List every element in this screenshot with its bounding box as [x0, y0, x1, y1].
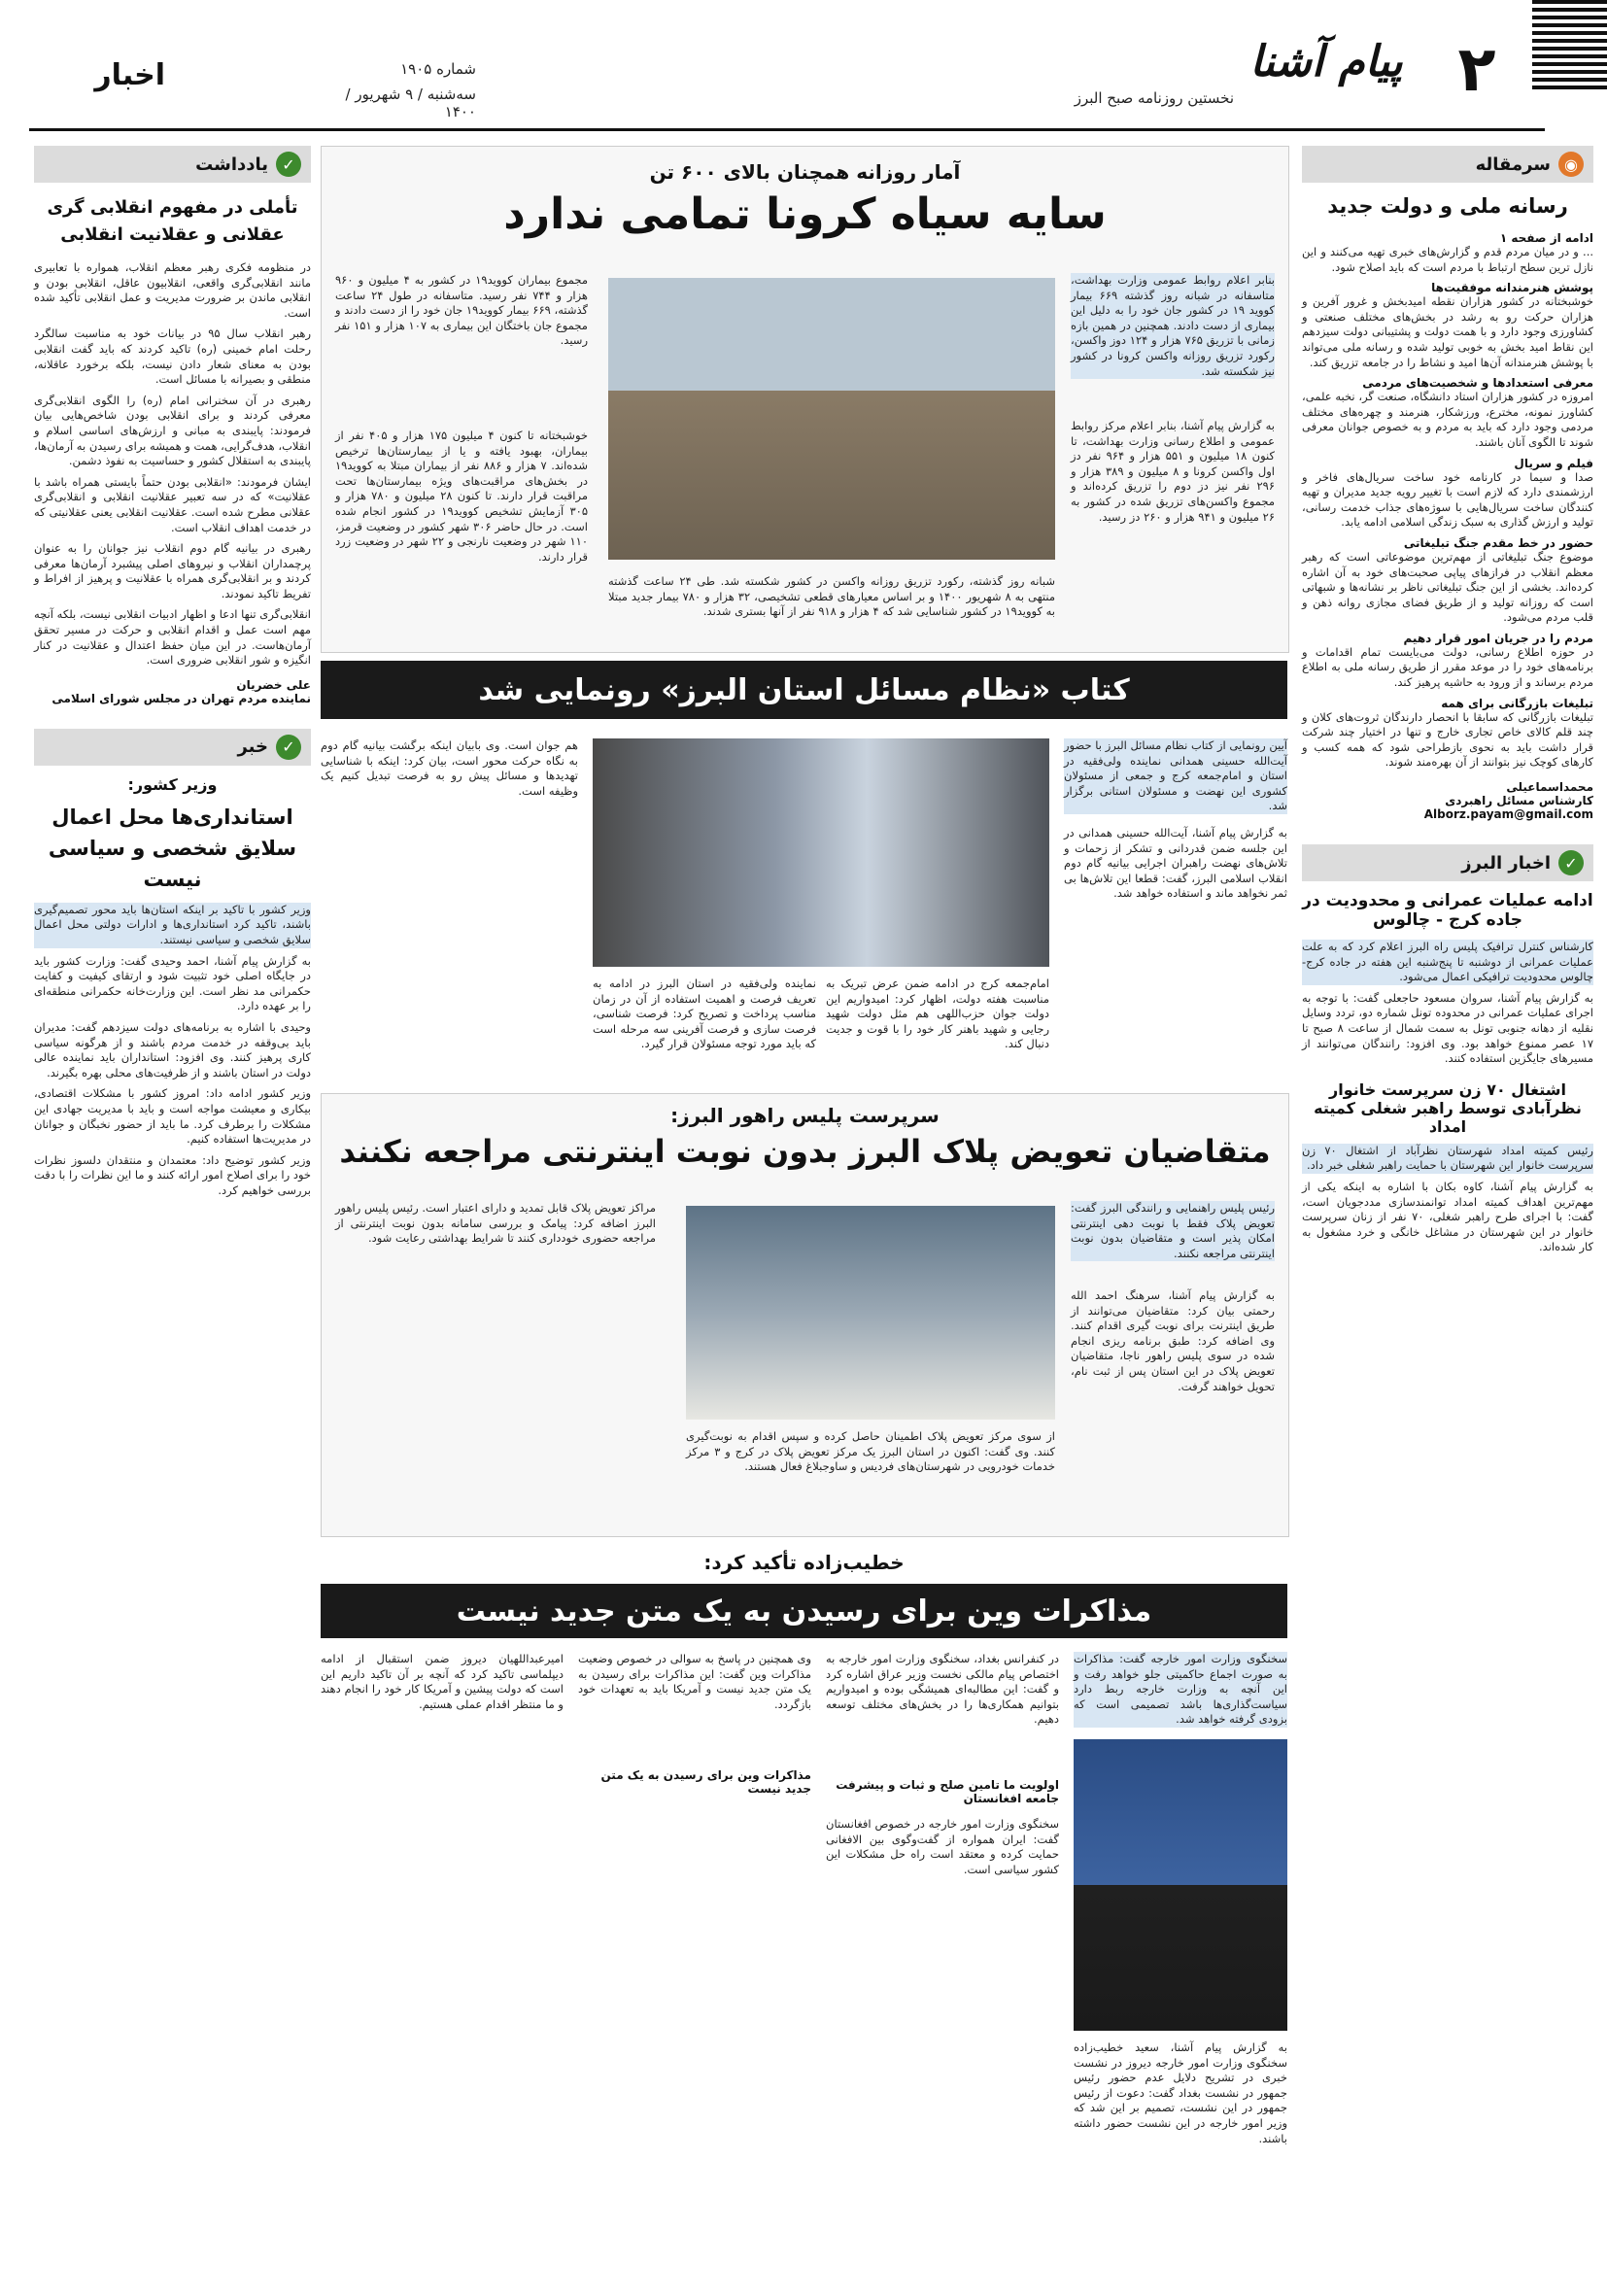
paragraph: امروزه در کشور هزاران استاد دانشگاه، صنعت گر، نخبه علمی، کشاورز نمونه، مخترع، ورزشکار، هنرمند و چهره‌های مختلف مردمی وجود دارد که باید به مردم و به خصوص جوانان معرفی شوند تا الگوی آنان باشند.: [1302, 390, 1593, 449]
story-paragraph: از سوی مرکز تعویض پلاک اطمینان حاصل کرده و سپس اقدام به نوبت‌گیری کنند. وی گفت: اکنون در استان البرز یک مرکز تعویض پلاک در کرج و ۳ مرکز خدمات خودرویی در شهرستان‌های فردیس و ساوجبلاغ فعال هستند.: [686, 1429, 1055, 1474]
story-lead: بنابر اعلام روابط عمومی وزارت بهداشت، متاسفانه در شبانه روز گذشته ۶۶۹ بیمار کووید ۱۹ در کشور جان خود را به دلیل این بیماری از دست دادند. همچنین در همین بازه زمانی با تزریق ۷۶۵ هزار و ۱۲۴ دوز واکسن، رکورد تزریق روزانه واکسن کرونا در کشور نیز شکسته شد.: [1071, 273, 1275, 378]
covid-story: [321, 146, 1289, 653]
story-lead: آیین رونمایی از کتاب نظام مسائل البرز با حضور آیت‌الله حسینی همدانی نماینده ولی‌فقیه در استان و امام‌جمعه کرج و جمعی از مسئولان کشوری این نهضت و مسئولان استانی برگزار شد.: [1064, 738, 1287, 813]
subheading: مردم را در جریان امور قرار دهیم: [1403, 631, 1593, 645]
news-title: استانداری‌ها محل اعمال سلایق شخصی و سیاسی نیست: [48, 805, 297, 891]
cemetery-photo: [608, 278, 1055, 560]
plate-story: [321, 1093, 1289, 1537]
story-paragraph: به گزارش پیام آشنا، آیت‌الله حسینی همدانی در این جلسه ضمن قدردانی و تشکر از زحمات و تلاش‌های نهضت راهبران اجرایی بیانیه گام دوم انقلاب اسلامی البرز، گفت: قطعا این تلاش‌ها بی ثمر نخواهد ماند و استفاده خواهد شد.: [1064, 826, 1287, 901]
author-email[interactable]: Alborz.payam@gmail.com: [1423, 807, 1593, 822]
subheading: پوشش هنرمندانه موفقیت‌ها: [1431, 281, 1593, 295]
news-header: [34, 729, 311, 766]
paragraph: رهبر انقلاب سال ۹۵ در بیانات خود به مناسبت سالگرد رحلت امام خمینی (ره) تاکید کردند که باید گفت انقلابی بودن به معنای شعار دادن نیست، بلکه برخورد عاقلانه، منطقی و بصیرانه با مسائل است.: [34, 326, 312, 387]
section-title: یادداشت: [195, 154, 268, 175]
newspaper-logo: پیام آشنا: [1249, 37, 1403, 86]
subheading: حضور در خط مقدم جنگ تبلیغاتی: [1403, 535, 1593, 550]
story-paragraph: وی همچنین در پاسخ به سوالی در خصوص وضعیت مذاکرات وین گفت: این مذاکرات برای رسیدن به یک متن جدید نیست و آمریکا باید به تعهدات خود بازگردد.: [578, 1652, 811, 1711]
story-headline: سایه سیاه کرونا تمامی ندارد: [503, 189, 1107, 239]
subheading: اولویت ما تامین صلح و ثبات و پیشرفت جامعه افغانستان: [836, 1778, 1059, 1805]
issue-date: سه‌شنبه / ۹ شهریور / ۱۴۰۰: [345, 86, 476, 120]
paragraph: رهبری در آن سخنرانی امام (ره) را الگوی انقلابی‌گری معرفی کردند و برای انقلابی بودن شاخص‌هایی بیان فرمودند: پایبندی به مبانی و ارزش‌های اساسی اسلام و انقلاب، هدف‌گرایی، همت و همیشه برای رسیدن به آرمان‌ها، پایبندی به استقلال کشور و حساسیت به نفوذ دشمن.: [34, 393, 311, 468]
note-header: [34, 146, 311, 183]
author-role: نماینده مردم تهران در مجلس شورای اسلامی: [51, 691, 311, 705]
news-lead: وزیر کشور با تاکید بر اینکه استان‌ها باید محور تصمیم‌گیری باشند، تاکید کرد استانداری‌ها و ادارات دولتی محل اعمال سلایق شخصی و سیاسی نیستند.: [34, 902, 311, 947]
paragraph: موضوع جنگ تبلیغاتی از مهم‌ترین موضوعاتی است که رهبر معظم انقلاب در فراز‌های پیاپی صحبت‌های خود به آن اشاره کرده‌اند. بخشی از این جنگ تبلیغاتی ناظر بر نشانه‌ها و شبهاتی است که روزانه تولید و از طریق فضای مجازی روانه ذهن و قلب مردم می‌شود.: [1302, 549, 1593, 625]
story-paragraph: امام‌جمعه کرج در ادامه ضمن عرض تبریک به مناسبت هفته دولت، اظهار کرد: امیدواریم این دولت جوان حزب‌اللهی هم مثل دولت شهید رجایی و شهید باهنر کار خود را با قوت و جدیت دنبال کند.: [826, 977, 1049, 1051]
subheading: ادامه از صفحه ۱: [1499, 231, 1593, 245]
book-story: [321, 661, 1287, 1079]
section-title: سرمقاله: [1475, 154, 1551, 175]
story-lead: سخنگوی وزارت امور خارجه گفت: مذاکرات به صورت اجماع حاکمیتی جلو خواهد رفت و این آنچه به وزارت خارجه ربط دارد سیاست‌گذاری‌ها باشد تصمیمی است که بزودی گرفته خواهد شد.: [1074, 1652, 1287, 1727]
check-icon: ✓: [276, 152, 301, 177]
target-icon: ◉: [1558, 152, 1584, 177]
story-paragraph: شبانه روز گذشته، رکورد تزریق روزانه واکسن در کشور شکسته شد. طی ۲۴ ساعت گذشته منتهی به ۸ شهریور ۱۴۰۰ و بر اساس معیارهای قطعی تشخیصی، ۳۲ هزار و ۷۸۰ بیمار جدید مبتلا به کووید۱۹ در کشور شناسایی شد که ۴ هزار و ۹۱۸ نفر از آنها بستری شدند.: [608, 574, 1056, 619]
story-kicker: خطیب‌زاده تأکید کرد:: [703, 1551, 905, 1574]
news-body: به گزارش پیام آشنا، سروان مسعود حاجعلی گفت: با توجه به اجرای عملیات عمرانی در محدوده تونل شماره دو، تردد وسایل نقلیه از دهانه جنوبی تونل به سمت شمال از ساعت ۸ صبح تا ۱۷ عصر ممنوع خواهد بود. وی افزود: رانندگان می‌توانند از مسیرهای جایگزین استفاده کنند.: [1302, 990, 1593, 1066]
subheading: تبلیغات بازرگانی برای همه: [1441, 696, 1593, 710]
book-unveiling-photo: [593, 738, 1049, 967]
story-paragraph: به گزارش پیام آشنا، سرهنگ احمد الله رحمتی بیان کرد: متقاضیان می‌توانند از طریق اینترنت برای نوبت گیری اقدام کنند. وی اضافه کرد: طبق برنامه ریزی انجام شده در سوی پلیس راهور ناجا، متقاضیان تعویض پلاک در این استان پس از ثبت نام، تحویل خواهند گرفت.: [1071, 1288, 1275, 1393]
story-paragraph: مجموع بیماران کووید۱۹ در کشور به ۴ میلیون و ۹۶۰ هزار و ۷۴۴ نفر رسید. متاسفانه در طول ۲۴ ساعت گذشته، ۶۶۹ بیمار کووید۱۹ جان خود را از دست دادند و مجموع جان باختگان این بیماری به ۱۰۷ هزار و ۱۵۱ نفر رسید.: [335, 273, 589, 348]
story-paragraph: سخنگوی وزارت امور خارجه در خصوص افغانستان گفت: ایران همواره از گفت‌وگوی بین الافغانی حمایت کرده و معتقد است راه حل مشکلات این کشور سیاسی است.: [826, 1817, 1059, 1876]
paragraph: وحیدی با اشاره به برنامه‌های دولت سیزدهم گفت: مدیران باید بی‌وقفه در خدمت مردم باشند و از هرگونه سیاسی کاری پرهیز کنند. وی افزود: استانداران باید نماینده عالی دولت در استان باشند و از ظرفیت‌های محلی بهره بگیرند.: [34, 1020, 311, 1079]
issue-number: شماره ۱۹۰۵: [400, 60, 476, 78]
paragraph: در منظومه فکری رهبر معظم انقلاب، همواره با تعابیری مانند انقلابی‌گری واقعی، انقلابیون عاقل، انقلابی بودن و انقلابی ماندن بر ضرورت مدیریت و عمل انقلابی تأکید شده است.: [34, 260, 311, 320]
section-title: خبر: [237, 737, 268, 758]
editorial-title: رسانه ملی و دولت جدید: [1327, 194, 1568, 218]
story-headline: مذاکرات وین برای رسیدن به یک متن جدید نیست: [321, 1584, 1287, 1638]
tagline: نخستین روزنامه صبح البرز: [1074, 89, 1234, 107]
paragraph: ... و در میان مردم قدم و گزارش‌های خبری تهیه می‌کنند و این نازل ترین سطح ارتباط با مردم است که باید اصلاح شود.: [1302, 245, 1593, 274]
paragraph: به گزارش پیام آشنا، احمد وحیدی گفت: وزارت کشور باید در جایگاه اصلی خود تثبیت شود و ارتقای کیفیت و کفایت حکمرانی مد نظر است. این وزارت‌خانه حکمرانی منطقه‌ای را بر عهده دارد.: [34, 953, 311, 1013]
spokesman-photo: [1074, 1739, 1287, 2031]
alborz-news-header: [1302, 844, 1593, 881]
story-paragraph: امیرعبداللهیان دیروز ضمن استقبال از ادامه دیپلماسی تاکید کرد که آنچه بر آن تاکید داریم این است که دولت پیشین و آمریکا کار خود را انجام دهند و ما منتظر اقدام عملی هستیم.: [321, 1652, 564, 1711]
story-paragraph: به گزارش پیام آشنا، سعید خطیب‌زاده سخنگوی وزارت امور خارجه دیروز در نشست خبری در تشریح دلایل عدم حضور رئیس جمهور در نشست بغداد گفت: دعوت از رئیس جمهور در این نشست، تصمیم بر این شد که وزیر امور خارجه در این نشست حضور داشته باشند.: [1074, 2040, 1287, 2145]
story-lead: رئیس پلیس راهنمایی و رانندگی البرز گفت: تعویض پلاک فقط با نوبت دهی اینترنتی امکان پذیر است و متقاضیان بدون نوبت اینترنتی مراجعه نکنند.: [1071, 1201, 1275, 1260]
story-paragraph: مراکز تعویض پلاک قابل تمدید و دارای اعتبار است. رئیس پلیس راهور البرز اضافه کرد: پیامک و بررسی سامانه بدون نوبت اینترنتی از مراجعه حضوری خودداری کنند تا شرایط بهداشتی رعایت شود.: [335, 1201, 656, 1246]
subheading: معرفی استعدادها و شخصیت‌های مردمی: [1362, 376, 1593, 391]
subheading: مذاکرات وین برای رسیدن به یک متن جدید نیست: [600, 1768, 811, 1796]
paragraph: وزیر کشور ادامه داد: امروز کشور با مشکلات اقتصادی، بیکاری و معیشت مواجه است و باید با مدیریت جهادی این مشکلات را برطرف کرد. ما باید از حضور نخبگان و جوانان در مدیریت‌ها استفاده کنیم.: [34, 1086, 311, 1147]
paragraph: رهبری در بیانیه گام دوم انقلاب نیز جوانان را به عنوان پرچمداران انقلاب و نیروهای اصلی پیشبرد آرمان‌ها معرفی کردند و بر انقلابی‌گری همراه با عقلانیت و پرهیز از افراط و تفریط تاکید نمودند.: [34, 541, 311, 600]
news-title: اشتغال ۷۰ زن سرپرست خانوار نظرآبادی توسط راهبر شغلی کمیته امداد: [1314, 1079, 1582, 1136]
news-body: به گزارش پیام آشنا، کاوه بکان با اشاره به اینکه یکی از مهم‌ترین اهداف کمیته امداد توانمندسازی مددجویان است، گفت: با اجرای طرح راهبر شغلی، ۷۰ نفر از زنان سرپرست خانوار در این شهرستان در مشاغل خانگی و خرد مشغول به کار شده‌اند.: [1302, 1179, 1593, 1254]
paragraph: خوشبختانه در کشور هزاران نقطه امیدبخش و غرور آفرین و هزاران حرکت رو به رشد در بخش‌های مختلف صنعتی و کشاورزی وجود دارد و با همت دولت و پشتیبانی دولت سیزدهم این نقاط امید بخش به خوبی تولید شده و رسانه ملی می‌تواند با پوشش هنرمندانه آن‌ها امید و نشاط را در جامعه تزریق کند.: [1302, 294, 1593, 369]
note-title: تأملی در مفهوم انقلابی گری عقلانی و عقلانیت انقلابی: [47, 197, 298, 245]
right-column: [1302, 146, 1593, 2283]
page-number: ۲: [1457, 34, 1496, 106]
news-lead: کارشناس کنترل ترافیک پلیس راه البرز اعلام کرد که به علت عملیات عمرانی از دوشنبه تا پنج‌شنبه این هفته در جاده کرج-چالوس محدودیت ترافیکی اعمال می‌شود.: [1302, 940, 1593, 984]
story-headline: متقاضیان تعویض پلاک البرز بدون نوبت اینترنتی مراجعه نکنند: [339, 1133, 1271, 1170]
decorative-stripes: [1532, 0, 1607, 136]
story-paragraph: هم جوان است. وی بابیان اینکه برگشت بیانیه گام دوم به نگاه حرکت محور است، بیان کرد: اینکه با شناسایی تهدیدها و مسائل پیش رو به فرصت تبدیل کنیم یک وظیفه است.: [321, 738, 578, 798]
section-label: اخبار: [94, 58, 165, 92]
editorial-header: [1302, 146, 1593, 183]
section-title: اخبار البرز: [1461, 852, 1551, 874]
check-icon: ✓: [276, 735, 301, 760]
paragraph: تبلیغات بازرگانی که سابقا با انحصار دارندگان ثروت‌های کلان و چند قلم کالای خاص تجاری خارج و تنها در اختیار چند شرکت قرار داشت باید به نحوی بازطراحی شود که همه کسب و کارهای کوچک نیز بتوانند از آن بهره‌مند شوند.: [1302, 709, 1593, 770]
story-paragraph: به گزارش پیام آشنا، بنابر اعلام مرکز روابط عمومی و اطلاع رسانی وزارت بهداشت، تا کنون ۱۸ میلیون و ۵۵۱ هزار و ۹۶۴ نفر دز اول واکسن کرونا و ۸ میلیون و ۳۸۹ هزار و ۲۹۶ نفر نیز دز دوم را تزریق کرده‌اند و مجموع واکسن‌های تزریق شده در کشور به ۲۶ میلیون و ۹۴۱ هزار و ۲۶۰ دز رسید.: [1071, 419, 1275, 524]
check-icon: ✓: [1558, 850, 1584, 875]
paragraph: صدا و سیما در کارنامه خود ساخت سریال‌های فاخر و ارزشمندی دارد که لازم است با تغییر رویه جدید مدیران و تهیه کنندگان ساخت سریال‌هایی با سوژه‌های جذاب خدمت رسانی، تولید و ارزش گذاری به سبک زندگی اسلامی ادامه یابد.: [1302, 469, 1593, 530]
header-rule: [29, 128, 1545, 131]
paragraph: ایشان فرمودند: «انقلابی بودن حتماً بایستی همراه باشد با عقلانیت» که در سه تعبیر عقلانیت انقلابی و انقلابی‌گری عقلانی مطرح شده است. عقلانیت انقلابی یعنی عقلانیتی که در خدمت اهداف انقلاب است.: [34, 474, 311, 534]
author-name: محمداسماعیلی: [1506, 780, 1593, 795]
subheading: فیلم و سریال: [1514, 456, 1593, 470]
story-headline: کتاب «نظام مسائل استان البرز» رونمایی شد: [321, 661, 1287, 719]
news-lead: رئیس کمیته امداد شهرستان نظرآباد از اشتغال ۷۰ زن سرپرست خانوار این شهرستان با حمایت راهبر شغلی خبر داد.: [1302, 1143, 1593, 1173]
paragraph: انقلابی‌گری تنها ادعا و اظهار ادبیات انقلابی نیست، بلکه آنچه مهم است عمل و اقدام انقلابی و حرکت در مسیر تحقق آرمان‌هاست. در این میان حفظ اعتدال و عقلانیت در کنار انگیزه و شور انقلابی ضروری است.: [34, 607, 311, 668]
vienna-story: [321, 1545, 1287, 2283]
story-kicker: آمار روزانه همچنان بالای ۶۰۰ تن: [649, 160, 961, 184]
news-kicker: وزیر کشور:: [127, 774, 218, 794]
story-paragraph: در کنفرانس بغداد، سخنگوی وزارت امور خارجه به اختصاص پیام مالکی نخست وزیر عراق اشاره کرد و گفت: این مطالبه‌ای همیشگی بوده و امیدواریم بتوانیم همکاری‌ها را در بخش‌های مختلف توسعه دهیم.: [826, 1652, 1059, 1727]
left-column: [34, 146, 311, 2283]
story-paragraph: خوشبختانه تا کنون ۴ میلیون ۱۷۵ هزار و ۴۰۵ نفر از بیماران، بهبود یافته و یا از بیمارستان‌ها ترخیص شده‌اند. ۷ هزار و ۸۸۶ نفر از بیماران مبتلا به کووید۱۹ در بخش‌های مراقبت‌های ویژه بیمارستان‌ها تحت مراقبت قرار دارند. تا کنون ۲۸ میلیون و ۷۸۰ هزار و ۳۰۵ آزمایش تشخیص کووید۱۹ در کشور انجام شده است. در حال حاضر ۳۰۶ شهر کشور در وضعیت قرمز، ۱۱۰ شهر در وضعیت نارنجی و ۲۲ شهر در وضعیت زرد قرار دارند.: [335, 428, 588, 564]
author-role: کارشناس مسائل راهبردی: [1445, 794, 1593, 808]
masthead: [0, 0, 1607, 136]
paragraph: وزیر کشور توضیح داد: معتمدان و منتقدان دلسوز نظرات خود را برای اصلاح امور ارائه کنند و ما این نظرات را با دقت بررسی خواهیم کرد.: [34, 1152, 311, 1197]
license-plate-photo: [686, 1206, 1055, 1420]
paragraph: در حوزه اطلاع رسانی، دولت می‌بایست تمام اقدامات و برنامه‌های خود را در موعد مقرر از طریق رسانه ملی به اطلاع مردم برساند و از ورود به حاشیه پرهیز کند.: [1302, 644, 1593, 690]
news-title: ادامه عملیات عمرانی و محدودیت در جاده کرج - چالوس: [1302, 891, 1593, 931]
author-name: علی خضریان: [236, 677, 311, 692]
story-kicker: سرپرست پلیس راهور البرز:: [670, 1104, 940, 1127]
story-paragraph: نماینده ولی‌فقیه در استان البرز در ادامه به تعریف فرصت و اهمیت استفاده از آن در زمان مناسب پرداخت و تصریح کرد: فرصت شناسی، فرصت سازی و فرصت آفرینی سه مرحله است که باید مورد توجه مسئولان قرار گیرد.: [593, 977, 816, 1051]
